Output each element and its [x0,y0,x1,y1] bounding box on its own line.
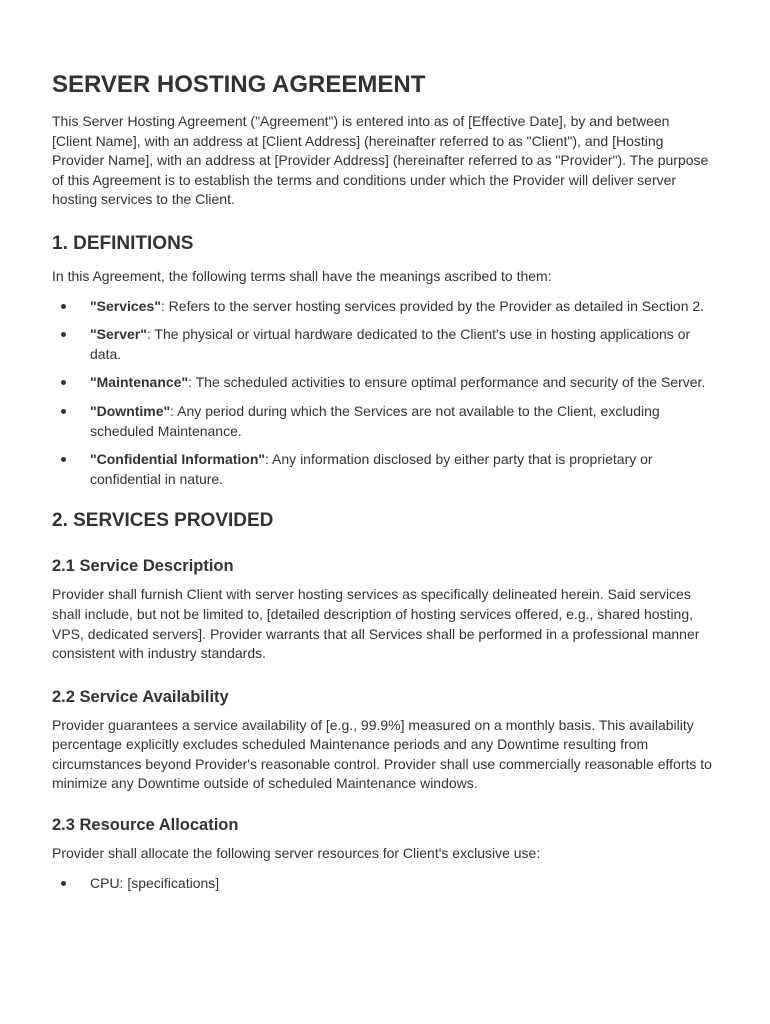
document-title: SERVER HOSTING AGREEMENT [52,71,426,98]
definition-term: "Maintenance" [90,374,189,391]
resource-list [52,874,722,894]
list-item [52,874,722,894]
service-availability-paragraph: Provider guarantees a service availability of [e.g., 99.9%] measured on a monthly basis. This availability percentage explicitly excludes scheduled Maintenance periods and any Downtime resulting from circumstances beyond Provider's reasonable control. Provider shall use commercially reasonable efforts to minimize any Downtime outside of scheduled Maintenance windows. [52,716,712,792]
definition-text: : Any information disclosed by either party that is proprietary or confidential in nature. [90,451,653,487]
bullet-icon [61,332,66,337]
list-item [52,325,722,364]
bullet-icon [61,457,66,462]
subsection-resource-allocation-heading: 2.3 Resource Allocation [52,816,239,835]
bullet-icon [61,881,66,886]
resource-item-text: CPU: [specifications] [90,874,220,891]
definition-text: : The physical or virtual hardware dedicated to the Client's use in hosting applications or data. [90,326,691,362]
definition-text: : Any period during which the Services are not available to the Client, excluding scheduled Maintenance. [90,402,660,439]
bullet-icon [61,304,66,309]
subsection-service-description-heading: 2.1 Service Description [52,557,234,576]
subsection-service-availability-heading: 2.2 Service Availability [52,687,229,706]
definitions-lead: In this Agreement, the following terms shall have the meanings ascribed to them: [52,267,552,284]
resource-allocation-lead: Provider shall allocate the following server resources for Client's exclusive use: [52,845,541,862]
definition-term: "Services" [90,297,161,314]
list-item [52,450,722,489]
definition-term: "Server" [90,326,147,343]
section-definitions-heading: 1. DEFINITIONS [52,232,194,254]
list-item [52,297,722,317]
definition-term: "Downtime" [90,402,171,419]
section-services-heading: 2. SERVICES PROVIDED [52,510,274,532]
definition-text: : The scheduled activities to ensure optimal performance and security of the Server. [188,374,706,391]
bullet-icon [61,380,66,385]
list-item [52,402,722,441]
definitions-list [52,297,722,490]
definition-text: : Refers to the server hosting services provided by the Provider as detailed in Section 2. [160,297,705,314]
list-item [52,373,722,393]
definition-term: "Confidential Information" [90,451,266,468]
intro-paragraph: This Server Hosting Agreement ("Agreement") is entered into as of [Effective Date], by and between [Client Name], with an address at [Client Address] (hereinafter referred to as "Client"), and [Hosting Provider Name], with an address at [Provider Address] (hereinafter referred to as "Provider"). The purpose of this Agreement is to establish the terms and conditions under which the Provider will deliver server hosting services to the Client. [52,113,709,208]
service-description-paragraph: Provider shall furnish Client with server hosting services as specifically delineated herein. Said services shall include, but not be limited to, [detailed description of hosting services offered, e.g., shared hosting, VPS, dedicated servers]. Provider warrants that all Services shall be performed in a professional manner consistent with industry standards. [52,586,700,662]
bullet-icon [61,409,66,414]
